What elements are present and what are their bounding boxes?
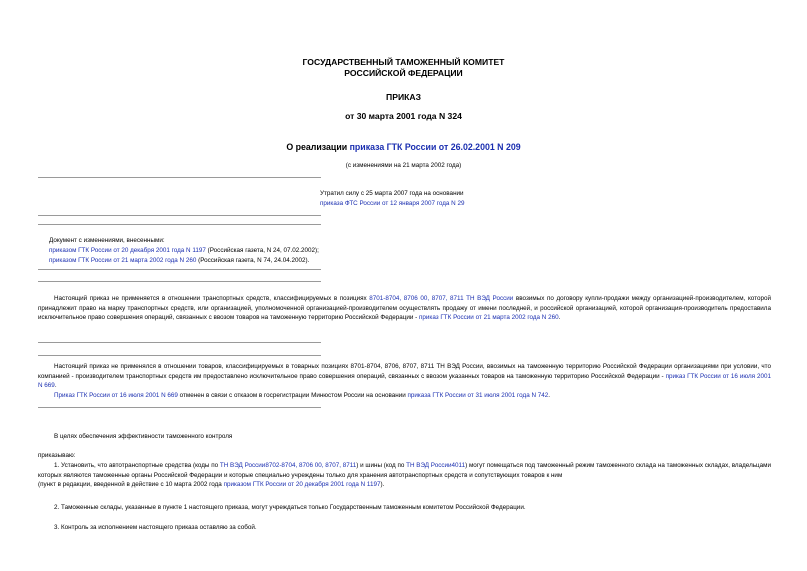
divider [38,269,321,270]
org-name-line2: РОССИЙСКОЙ ФЕДЕРАЦИИ [344,68,463,78]
order-link[interactable]: Приказ ГТК России от 16 июля 2001 N 669 [54,392,178,399]
note-text: . [558,314,561,322]
doc-title-prefix: О реализации [286,142,350,152]
purpose-text: В целях обеспечения эффективности таможенного контроля [54,433,233,440]
doc-type: ПРИКАЗ [386,92,421,102]
note-paragraph-3 [38,391,771,401]
divider [38,355,321,356]
order-link[interactable]: приказ ГТК России от 16 июля 2001 N 669 [38,372,771,390]
item-text: ). [380,481,385,489]
order-link[interactable]: приказа ГТК России от 31 июля 2001 года N 742 [407,392,549,399]
doc-date-number: от 30 марта 2001 года N 324 [345,111,462,121]
divider [38,215,321,216]
note-text: ввозимых по договору купли-продажи между организацией-производителем, которой принадлежит право на марку транспортных средств, или организацией, уполномоченной организацией-производителем осуществлять продажу от имени последней, и российской организацией, которой организация-производитель предоставила исключительное право совершения операций, связанных с ввозом товаров на таможенную территорию Российской Федерации - [38,295,771,322]
note-text: . [54,382,57,390]
order-word: приказываю: [38,452,76,459]
item-text: (пункт в редакции, введенной в действие с 10 марта 2002 года [38,481,224,489]
divider [38,224,321,225]
order-item-1 [38,461,771,490]
divider [38,177,321,178]
tnved-link[interactable]: 8701-8704, 8706 00, 8707, 8711 ТН ВЭД России [369,295,514,302]
amendment-item-1 [49,246,319,255]
amendment-link-1[interactable]: приказом ГТК России от 20 декабря 2001 года N 1197 [49,247,206,254]
note-text: Настоящий приказ не применялся в отношении товаров, классифицируемых в товарных позициях 8701-8704, 8706, 8707, 8711 ТН ВЭД России, ввозимых на таможенную территорию Российской Федерации организациями при условии, что компанией - производителем транспортных средств им предоставлено исключительное право совершения операций, связанных с ввозом указанных товаров на таможенную территорию Российской Федерации - [38,363,771,380]
item-text: ) и шины (код по [356,462,407,469]
order-link[interactable]: приказом ГТК России от 20 декабря 2001 года N 1197 [223,481,381,489]
title-link[interactable]: приказа ГТК России от 26.02.2001 N 209 [349,142,521,152]
amendment-source-1: (Российская газета, N 24, 07.02.2002); [205,247,319,254]
expired-note: Утратил силу с 25 марта 2007 года на основании [320,190,464,197]
org-name-line1: ГОСУДАРСТВЕННЫЙ ТАМОЖЕННЫЙ КОМИТЕТ [302,57,505,67]
order-item-3: 3. Контроль за исполнением настоящего приказа оставляю за собой. [54,524,257,531]
amendment-item-2 [49,256,309,265]
doc-title [0,142,807,152]
order-link[interactable]: приказ ГТК России от 21 марта 2002 года N 260 [419,314,559,322]
order-item-2: 2. Таможенные склады, указанные в пункте 1 настоящего приказа, могут учреждаться только Государственным таможенным комитетом Российской Федерации. [54,504,526,511]
divider [38,407,321,408]
amendments-intro: Документ с изменениями, внесенными: [49,237,165,244]
note-text: отменен в связи с отказом в госрегистрации Минюстом России на основании [177,392,408,399]
divider [38,342,321,343]
tnved-link[interactable]: ТН ВЭД России4011 [406,462,466,469]
revision-note: (с изменениями на 21 марта 2002 года) [345,162,462,169]
note-text: Настоящий приказ не применяется в отношении транспортных средств, классифицируемых в позициях [54,295,370,302]
note-text: . [548,392,551,399]
divider [38,281,321,282]
expired-link[interactable]: приказа ФТС России от 12 января 2007 года N 29 [320,200,465,207]
amendment-link-2[interactable]: приказом ГТК России от 21 марта 2002 года N 260 [49,257,197,264]
amendment-source-2: (Российская газета, N 74, 24.04.2002). [196,257,310,264]
note-paragraph-1 [38,294,771,323]
item-text: ) могут помещаться под таможенный режим таможенного склада на таможенных складах, владельцами которых являются таможенные органы Российской Федерации и которые специально учреждены только для хранения автотранспортных средств и сопутствующих товаров к ним [38,462,771,479]
tnved-link[interactable]: ТН ВЭД России8702-8704, 8706 00, 8707, 8711 [219,462,357,469]
note-paragraph-2 [38,362,771,391]
item-text: 1. Установить, что автотранспортные средства (коды по [54,462,220,469]
